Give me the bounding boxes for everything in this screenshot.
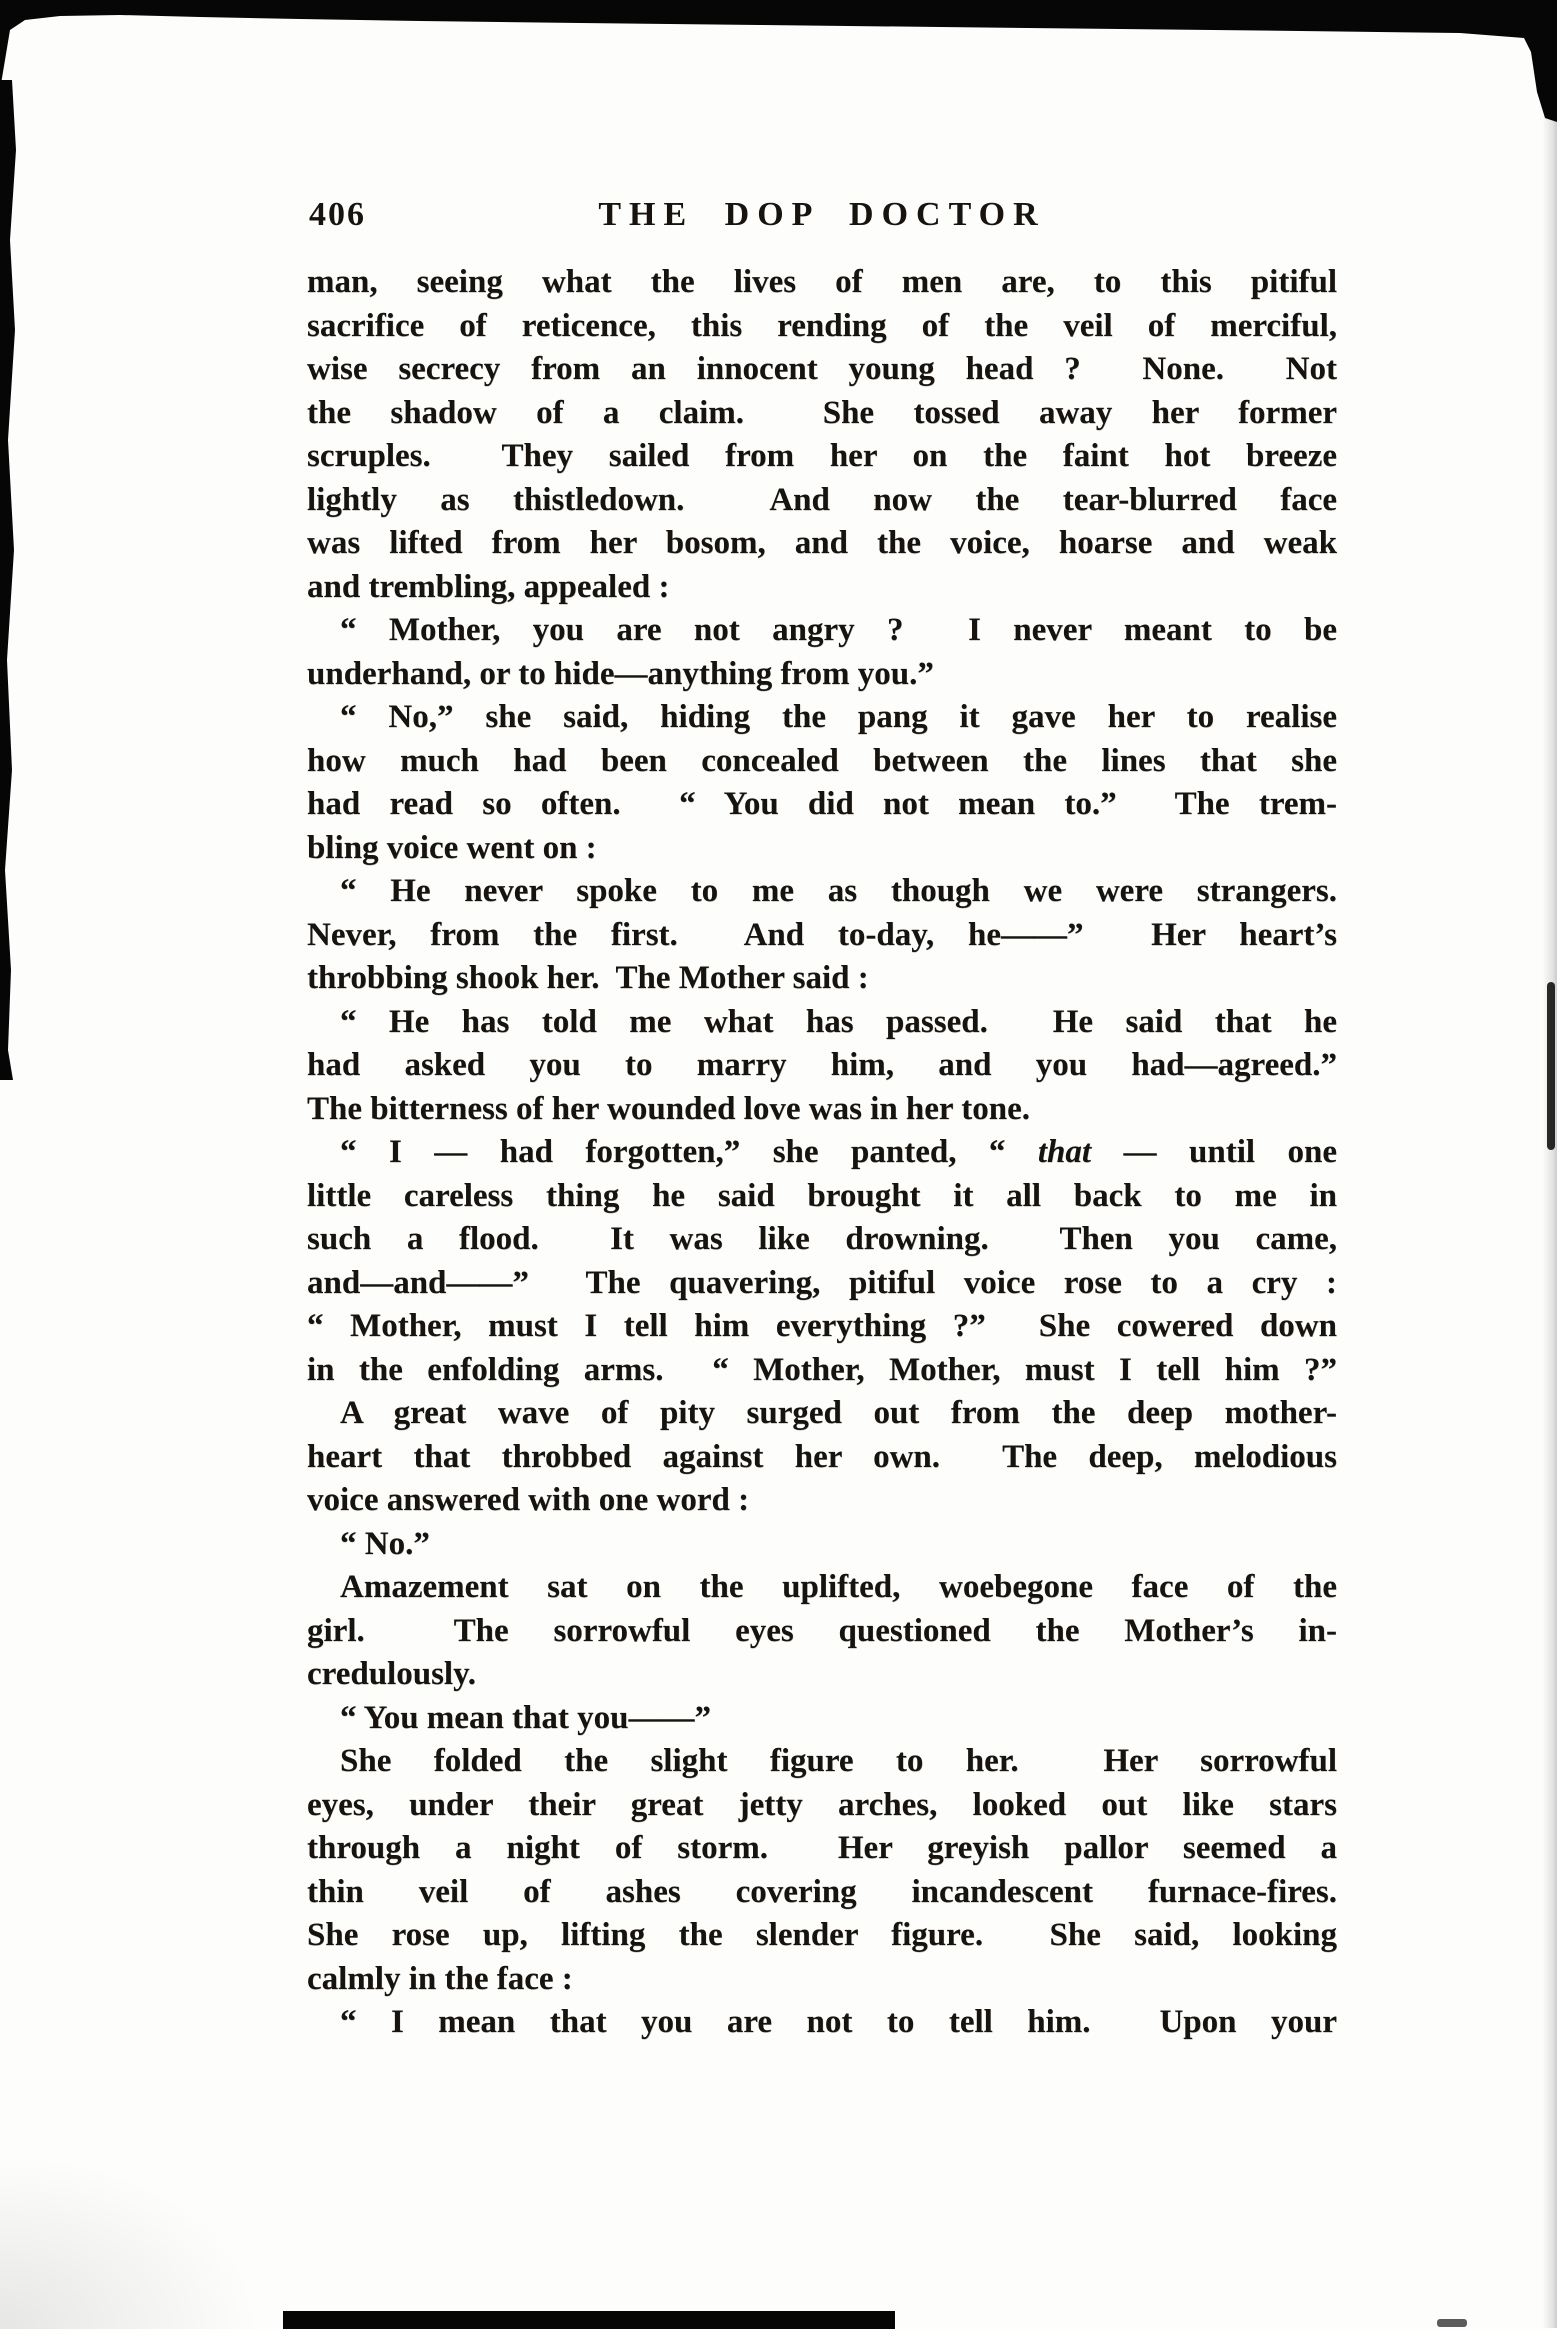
text-block — [307, 261, 1337, 2045]
text-line — [307, 2001, 1337, 2045]
text-line — [307, 1088, 1337, 1132]
text-segment: She folded the slight figure to her. Her sorrowful — [340, 1743, 1337, 1779]
text-segment: that — [1037, 1134, 1092, 1170]
text-segment: through a night of storm. Her greyish pallor seemed a — [307, 1830, 1337, 1866]
text-line — [307, 392, 1337, 436]
text-line — [307, 1958, 1337, 2002]
text-line — [307, 1001, 1337, 1045]
text-segment: “ He never spoke to me as though we were strangers. — [340, 873, 1337, 909]
text-line — [307, 914, 1337, 958]
text-segment: “ You mean that you——” — [340, 1699, 711, 1736]
text-segment: calmly in the face : — [307, 1960, 573, 1997]
page-number: 406 — [309, 196, 366, 233]
text-line — [307, 1827, 1337, 1871]
text-line — [307, 1523, 1337, 1567]
text-segment: heart that throbbed against her own. The deep, melodious — [307, 1438, 1337, 1475]
text-line — [307, 1218, 1337, 1262]
text-line — [307, 261, 1337, 305]
text-segment: had read so often. “ You did not mean to.” The trem- — [307, 786, 1337, 822]
text-line — [307, 609, 1337, 653]
text-segment: — until one — [1091, 1134, 1337, 1170]
text-line — [307, 1610, 1337, 1654]
text-line — [307, 1175, 1337, 1219]
text-segment: Never, from the first. And to-day, he——” Her heart’s — [307, 916, 1337, 953]
text-segment: A great wave of pity surged out from the deep mother- — [340, 1395, 1337, 1431]
text-line — [307, 479, 1337, 523]
text-line — [307, 1262, 1337, 1306]
scan-artifact-top-band — [0, 0, 1557, 125]
text-line — [307, 1653, 1337, 1697]
text-line — [307, 305, 1337, 349]
text-line — [307, 1914, 1337, 1958]
text-line — [307, 1697, 1337, 1741]
text-segment: bling voice went on : — [307, 829, 597, 866]
text-segment: “ Mother, you are not angry ? I never meant to be — [340, 612, 1337, 648]
text-segment: She rose up, lifting the slender figure. She said, looking — [307, 1917, 1337, 1953]
text-line — [307, 1566, 1337, 1610]
text-segment: thin veil of ashes covering incandescent furnace-fires. — [307, 1873, 1337, 1910]
text-segment: scruples. They sailed from her on the faint hot breeze — [307, 438, 1337, 474]
text-segment: Amazement sat on the uplifted, woebegone face of the — [340, 1569, 1337, 1605]
text-segment: “ I mean that you are not to tell him. Upon your — [340, 2004, 1337, 2040]
scan-artifact-bottom-speck — [1437, 2319, 1467, 2327]
text-segment: the shadow of a claim. She tossed away her former — [307, 394, 1337, 431]
text-segment: such a flood. It was like drowning. Then you came, — [307, 1221, 1337, 1257]
text-segment: lightly as thistledown. And now the tear-blurred face — [307, 481, 1337, 518]
text-segment: sacrifice of reticence, this rending of the veil of merciful, — [307, 307, 1337, 344]
text-segment: “ No.” — [340, 1525, 430, 1562]
text-line — [307, 1392, 1337, 1436]
text-segment: The bitterness of her wounded love was in her tone. — [307, 1090, 1030, 1127]
text-segment: how much had been concealed between the lines that she — [307, 742, 1337, 779]
text-line — [307, 1131, 1337, 1175]
scan-artifact-bottom-bar — [283, 2311, 895, 2329]
text-line — [307, 1871, 1337, 1915]
text-segment: girl. The sorrowful eyes questioned the Mother’s in- — [307, 1612, 1337, 1649]
text-segment: and—and——” The quavering, pitiful voice rose to a cry : — [307, 1264, 1337, 1301]
text-line — [307, 566, 1337, 610]
text-line — [307, 827, 1337, 871]
text-line — [307, 740, 1337, 784]
text-line — [307, 1044, 1337, 1088]
text-line — [307, 1784, 1337, 1828]
text-segment: throbbing shook her. The Mother said : — [307, 960, 869, 996]
text-line — [307, 957, 1337, 1001]
text-segment: eyes, under their great jetty arches, looked out like stars — [307, 1786, 1337, 1823]
text-segment: voice answered with one word : — [307, 1482, 750, 1518]
text-segment: was lifted from her bosom, and the voice, hoarse and weak — [307, 525, 1337, 561]
text-line — [307, 1349, 1337, 1393]
text-segment: in the enfolding arms. “ Mother, Mother, must I tell him ?” — [307, 1351, 1337, 1388]
text-segment: “ Mother, must I tell him everything ?” She cowered down — [307, 1308, 1337, 1344]
text-segment: wise secrecy from an innocent young head ? None. Not — [307, 351, 1337, 387]
text-line — [307, 348, 1337, 392]
running-title: THE DOP DOCTOR — [598, 196, 1046, 233]
text-segment: credulously. — [307, 1656, 477, 1692]
text-line — [307, 783, 1337, 827]
text-segment: “ He has told me what has passed. He said that he — [340, 1003, 1337, 1040]
text-line — [307, 653, 1337, 697]
text-segment: man, seeing what the lives of men are, to this pitiful — [307, 264, 1337, 300]
page-header — [307, 196, 1337, 246]
text-line — [307, 1740, 1337, 1784]
text-line — [307, 696, 1337, 740]
text-segment: underhand, or to hide—anything from you.” — [307, 655, 934, 692]
text-segment: and trembling, appealed : — [307, 568, 670, 605]
scan-artifact-corner-smudge — [0, 2140, 280, 2329]
text-segment: “ I — had forgotten,” she panted, “ — [340, 1134, 1038, 1170]
text-segment: had asked you to marry him, and you had—agreed.” — [307, 1047, 1337, 1083]
text-line — [307, 870, 1337, 914]
text-line — [307, 1436, 1337, 1480]
text-line — [307, 1479, 1337, 1523]
text-line — [307, 1305, 1337, 1349]
text-segment: “ No,” she said, hiding the pang it gave her to realise — [340, 699, 1337, 735]
text-line — [307, 522, 1337, 566]
text-segment: little careless thing he said brought it all back to me in — [307, 1177, 1337, 1214]
text-line — [307, 435, 1337, 479]
scan-artifact-right-edge-shadow — [1542, 118, 1557, 2328]
scan-artifact-left-edge — [0, 80, 24, 1080]
